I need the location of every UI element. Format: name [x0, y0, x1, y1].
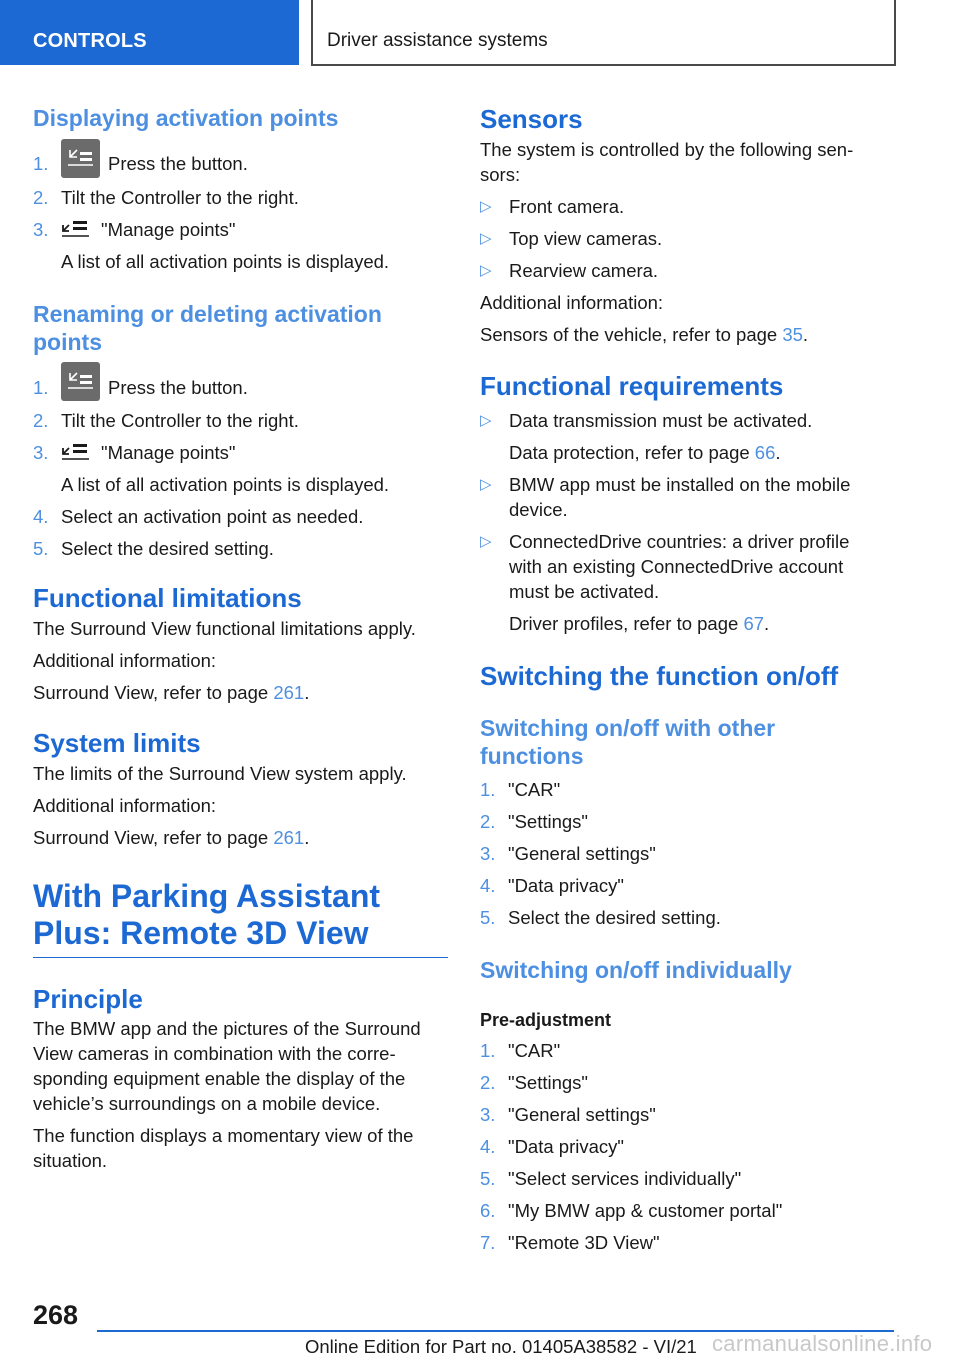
additional-info-label: Additional information: [33, 795, 217, 817]
page-reference: Surround View, refer to page 261. [33, 827, 310, 849]
displaying-steps [33, 151, 448, 274]
list-item: 1. Press the button. [33, 151, 448, 178]
heading-pre-adjustment: Pre-adjustment [480, 1010, 612, 1030]
section-title: CONTROLS [33, 30, 147, 52]
principle-text-2: The function displays a momentary view of the situation. [33, 1125, 414, 1172]
triangle-bullet-icon: ▷ [480, 476, 492, 493]
page-number: 268 [33, 1300, 79, 1330]
additional-info-label: Additional information: [480, 292, 664, 313]
manage-points-menu-icon [61, 219, 93, 239]
heading-switching-individually: Switching on/off individually [480, 957, 792, 983]
requirements-list [480, 408, 880, 636]
heading-sensors: Sensors [480, 104, 583, 134]
list-item: 4. "Data privacy" [480, 875, 624, 896]
heading-functional-requirements: Functional requirements [480, 371, 784, 401]
list-item: 1. Press the button. [33, 375, 448, 402]
list-item: 2. Tilt the Controller to the right. [33, 186, 299, 208]
heading-principle: Principle [33, 984, 143, 1015]
heading-switching-other-functions: Switching on/off with other functions [480, 715, 776, 769]
list-item: 5. Select the desired setting. [480, 907, 721, 928]
list-item: ▷ Rearview camera. [480, 260, 659, 281]
chapter-tab [311, 0, 896, 66]
list-item: 2. "Settings" [480, 1072, 588, 1093]
section-tab [0, 0, 299, 65]
page-link[interactable]: 67 [743, 613, 765, 634]
left-column [33, 100, 448, 1173]
chapter-title: Driver assistance systems [327, 30, 548, 51]
parking-camera-button-icon [61, 139, 100, 178]
triangle-bullet-icon: ▷ [480, 412, 492, 429]
watermark: carmanualsonline.info [712, 1331, 933, 1356]
right-column [480, 100, 880, 1255]
manage-points-menu-icon [61, 442, 93, 462]
list-item: ▷ Front camera. [480, 196, 625, 217]
list-item: 2. "Settings" [480, 811, 588, 832]
additional-info-label: Additional information: [33, 650, 217, 672]
list-item: ▷ Data transmission must be activated. Data protection, refer to page 66. [480, 410, 813, 463]
limitations-text: The Surround View functional limitations apply. [33, 618, 416, 640]
principle-text: The BMW app and the pictures of the Surround View cameras in combination with the corre‐ sponding equipment enable the display of the vehicle’s surroundings on a mobile device. [33, 1018, 421, 1115]
list-item: 6. "My BMW app & customer portal" [480, 1200, 783, 1221]
list-item: 3. "Manage points" A list of all activation points is displayed. [33, 218, 390, 272]
switching-individual-steps [480, 1038, 880, 1255]
list-item: 5. "Select services individually" [480, 1168, 742, 1189]
list-item: 1. "CAR" [480, 779, 561, 800]
heading-system-limits: System limits [33, 728, 201, 759]
list-item: 3. "General settings" [480, 1104, 656, 1125]
list-item: 7. "Remote 3D View" [480, 1232, 660, 1253]
page-link[interactable]: 261 [273, 827, 305, 849]
page-reference: Surround View, refer to page 261. [33, 682, 310, 704]
list-item: ▷ ConnectedDrive countries: a driver profile with an existing ConnectedDrive account must be activated. Driver profiles, refer to page 67. [480, 531, 850, 634]
triangle-bullet-icon: ▷ [480, 533, 492, 550]
list-item: 4. "Data privacy" [480, 1136, 624, 1157]
page-link[interactable]: 35 [782, 324, 803, 345]
limits-text: The limits of the Surround View system apply. [33, 763, 407, 785]
list-item: 2. Tilt the Controller to the right. [33, 410, 299, 432]
list-item: ▷ BMW app must be installed on the mobile device. [480, 474, 851, 520]
list-item: 4. Select an activation point as needed. [33, 506, 364, 528]
list-item: 3. "Manage points" A list of all activation points is displayed. [33, 442, 390, 496]
edition-text: Online Edition for Part no. 01405A38582 - VI/21 [305, 1336, 697, 1357]
page-link[interactable]: 261 [273, 682, 305, 704]
heading-remote-3d-view: With Parking Assistant Plus: Remote 3D View [33, 878, 448, 958]
list-item: 1. "CAR" [480, 1040, 561, 1061]
heading-displaying-activation-points: Displaying activation points [33, 105, 339, 131]
list-item: 5. Select the desired setting. [33, 538, 274, 560]
renaming-steps [33, 375, 448, 562]
heading-renaming-deleting: Renaming or deleting activation points [33, 300, 382, 355]
triangle-bullet-icon: ▷ [480, 198, 492, 215]
sensor-list [480, 194, 880, 283]
heading-switching-function: Switching the function on/off [480, 661, 839, 691]
triangle-bullet-icon: ▷ [480, 262, 492, 279]
parking-camera-button-icon [61, 362, 100, 401]
page-reference: Sensors of the vehicle, refer to page 35. [480, 324, 809, 345]
heading-functional-limitations: Functional limitations [33, 583, 302, 614]
triangle-bullet-icon: ▷ [480, 230, 492, 247]
list-item: 3. "General settings" [480, 843, 656, 864]
switching-other-steps [480, 777, 880, 930]
sensors-intro: The system is controlled by the following sen‐ sors: [480, 139, 854, 185]
list-item: ▷ Top view cameras. [480, 228, 663, 249]
page-link[interactable]: 66 [754, 442, 776, 463]
